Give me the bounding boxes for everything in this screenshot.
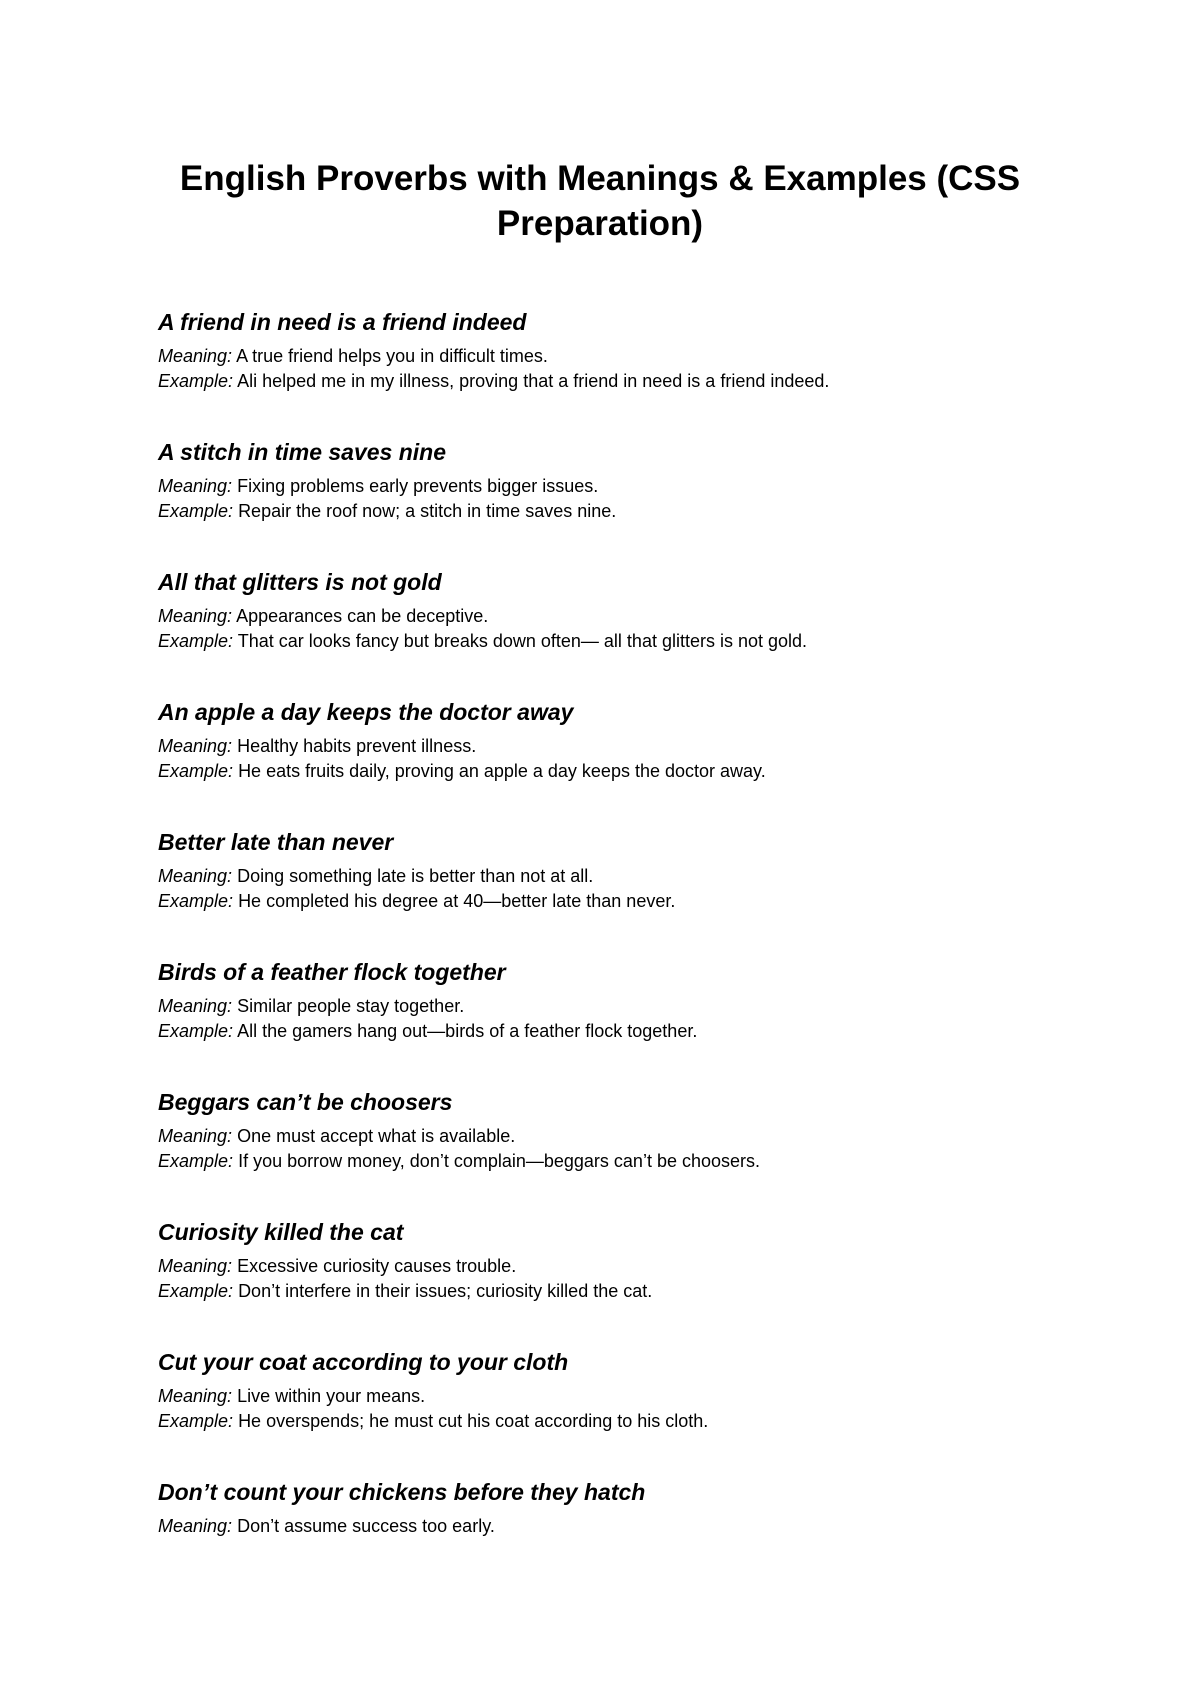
example-text: He eats fruits daily, proving an apple a day keeps the doctor away. (238, 761, 766, 781)
meaning-text: Healthy habits prevent illness. (237, 736, 477, 756)
meaning-text: Doing something late is better than not at all. (237, 866, 594, 886)
meaning-line (158, 344, 1098, 369)
example-text: If you borrow money, don’t complain—beggars can’t be choosers. (238, 1151, 761, 1171)
example-line (158, 1409, 1098, 1434)
meaning-label: Meaning: (158, 1256, 233, 1276)
example-label: Example: (158, 631, 234, 651)
page-title: English Proverbs with Meanings & Examples (CSS Preparation) (179, 159, 1021, 243)
meaning-text: Live within your means. (237, 1386, 426, 1406)
example-label: Example: (158, 761, 234, 781)
example-line (158, 1279, 1098, 1304)
meaning-label: Meaning: (158, 606, 233, 626)
meaning-line (158, 474, 1098, 499)
proverb-entry (158, 828, 1098, 914)
meaning-text: Similar people stay together. (237, 996, 465, 1016)
example-line (158, 1149, 1098, 1174)
proverb-entry (158, 1088, 1098, 1174)
meaning-line (158, 1124, 1098, 1149)
meaning-label: Meaning: (158, 1126, 233, 1146)
proverb-entry (158, 1478, 1098, 1539)
meaning-text: A true friend helps you in difficult times. (236, 346, 548, 366)
meaning-label: Meaning: (158, 996, 233, 1016)
example-line (158, 369, 1098, 394)
example-line (158, 499, 1098, 524)
proverb-heading: All that glitters is not gold (158, 569, 442, 595)
proverb-entry (158, 1348, 1098, 1434)
meaning-line (158, 864, 1098, 889)
example-label: Example: (158, 501, 234, 521)
proverb-entry (158, 308, 1098, 394)
proverb-heading: Beggars can’t be choosers (158, 1089, 453, 1115)
proverb-entry (158, 438, 1098, 524)
meaning-text: Don’t assume success too early. (237, 1516, 495, 1536)
meaning-line (158, 734, 1098, 759)
example-text: That car looks fancy but breaks down often— all that glitters is not gold. (237, 631, 808, 651)
example-line (158, 629, 1098, 654)
example-label: Example: (158, 1151, 234, 1171)
example-text: All the gamers hang out—birds of a feather flock together. (237, 1021, 698, 1041)
example-label: Example: (158, 1021, 234, 1041)
example-label: Example: (158, 371, 234, 391)
proverb-heading: Curiosity killed the cat (158, 1219, 404, 1245)
meaning-line (158, 1384, 1098, 1409)
example-text: Repair the roof now; a stitch in time saves nine. (238, 501, 617, 521)
proverb-entry (158, 698, 1098, 784)
proverb-entry (158, 1218, 1098, 1304)
proverb-heading: An apple a day keeps the doctor away (158, 699, 574, 725)
meaning-label: Meaning: (158, 476, 233, 496)
meaning-line (158, 994, 1098, 1019)
example-line (158, 889, 1098, 914)
example-label: Example: (158, 891, 234, 911)
example-text: Don’t interfere in their issues; curiosity killed the cat. (238, 1281, 653, 1301)
example-text: Ali helped me in my illness, proving that a friend in need is a friend indeed. (237, 371, 830, 391)
example-line (158, 759, 1098, 784)
example-label: Example: (158, 1411, 234, 1431)
example-label: Example: (158, 1281, 234, 1301)
meaning-text: Excessive curiosity causes trouble. (237, 1256, 517, 1276)
meaning-label: Meaning: (158, 1516, 233, 1536)
example-line (158, 1019, 1098, 1044)
proverb-heading: A stitch in time saves nine (158, 439, 447, 465)
example-text: He completed his degree at 40—better late than never. (238, 891, 676, 911)
meaning-line (158, 604, 1098, 629)
proverb-heading: A friend in need is a friend indeed (158, 309, 527, 335)
proverb-heading: Better late than never (158, 829, 394, 855)
proverb-entry (158, 568, 1098, 654)
meaning-text: One must accept what is available. (237, 1126, 516, 1146)
meaning-label: Meaning: (158, 866, 233, 886)
proverb-heading: Don’t count your chickens before they hatch (158, 1479, 646, 1505)
proverb-entry (158, 958, 1098, 1044)
meaning-text: Fixing problems early prevents bigger issues. (237, 476, 599, 496)
meaning-line (158, 1254, 1098, 1279)
meaning-label: Meaning: (158, 346, 233, 366)
meaning-line (158, 1514, 1098, 1539)
example-text: He overspends; he must cut his coat according to his cloth. (238, 1411, 709, 1431)
meaning-text: Appearances can be deceptive. (236, 606, 489, 626)
proverb-heading: Cut your coat according to your cloth (158, 1349, 569, 1375)
meaning-label: Meaning: (158, 1386, 233, 1406)
proverb-heading: Birds of a feather flock together (158, 959, 506, 985)
meaning-label: Meaning: (158, 736, 233, 756)
